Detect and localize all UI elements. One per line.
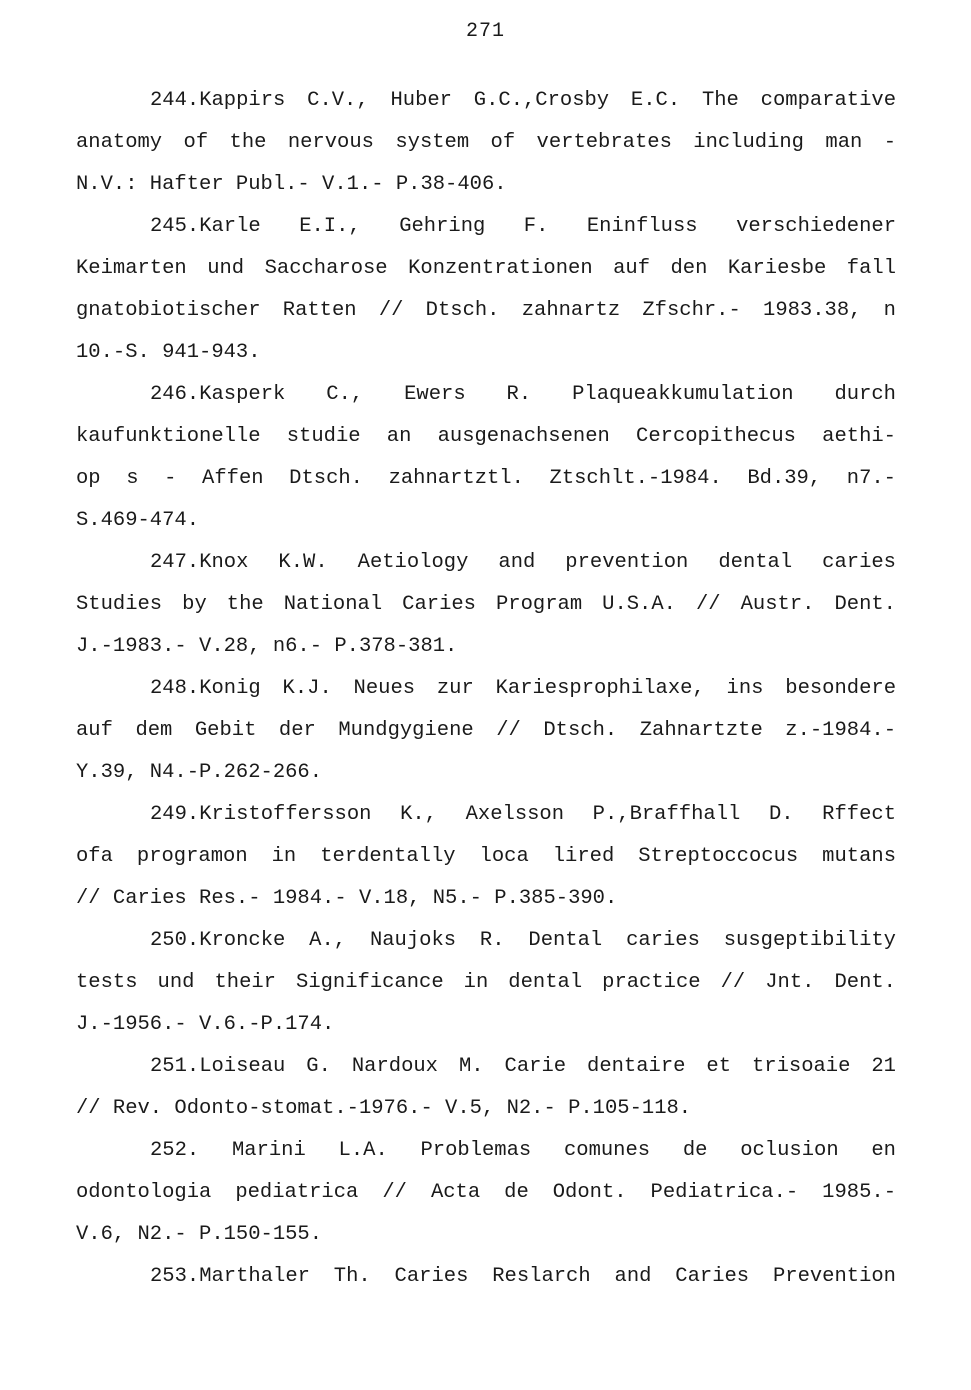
reference-entry [76, 542, 896, 668]
reference-line: 10.-S. 941-943. [76, 341, 261, 364]
reference-line: V.6, N2.- P.150-155. [76, 1223, 323, 1246]
reference-line: anatomy of the nervous system of vertebrates including man - [76, 131, 896, 154]
reference-line: J.-1983.- V.28, n6.- P.378-381. [76, 635, 458, 658]
page-number: 271 [465, 20, 505, 43]
reference-entry [76, 794, 896, 920]
reference-line: 252. Marini L.A. Problemas comunes de oclusion en [150, 1139, 896, 1162]
reference-line: gnatobiotischer Ratten // Dtsch. zahnartz Zfschr.- 1983.38, n [76, 299, 896, 322]
reference-line: 245.Karle E.I., Gehring F. Eninfluss verschiedener [150, 215, 896, 238]
reference-entry [76, 1256, 896, 1298]
reference-entry [76, 374, 896, 542]
reference-entry [76, 668, 896, 794]
reference-line: 253.Marthaler Th. Caries Reslarch and Caries Prevention [150, 1265, 896, 1288]
reference-line: auf dem Gebit der Mundgygiene // Dtsch. Zahnartzte z.-1984.- [76, 719, 896, 742]
reference-line: 251.Loiseau G. Nardoux M. Carie dentaire et trisoaie 21 [150, 1055, 896, 1078]
reference-line: 248.Konig K.J. Neues zur Kariesprophilaxe, ins besondere [150, 677, 896, 700]
reference-list [76, 80, 896, 1298]
reference-line: 244.Kappirs C.V., Huber G.C.,Crosby E.C. The comparative [150, 89, 896, 112]
reference-entry [76, 206, 896, 374]
reference-line: J.-1956.- V.6.-P.174. [76, 1013, 335, 1036]
reference-line: 246.Kasperk C., Ewers R. Plaqueakkumulation durch [150, 383, 896, 406]
reference-line: // Rev. Odonto-stomat.-1976.- V.5, N2.- P.105-118. [76, 1097, 692, 1120]
reference-line: Y.39, N4.-P.262-266. [76, 761, 323, 784]
reference-line: 249.Kristoffersson K., Axelsson P.,Braffhall D. Rffect [150, 803, 896, 826]
reference-line: 250.Kroncke A., Naujoks R. Dental caries susgeptibility [150, 929, 896, 952]
reference-line: ofa programon in terdentally loca lired Streptoccocus mutans [76, 845, 896, 868]
reference-entry [76, 920, 896, 1046]
reference-line: S.469-474. [76, 509, 200, 532]
reference-line: op s - Affen Dtsch. zahnartztl. Ztschlt.-1984. Bd.39, n7.- [76, 467, 896, 490]
reference-entry [76, 1130, 896, 1256]
reference-line: Studies by the National Caries Program U.S.A. // Austr. Dent. [76, 593, 896, 616]
reference-line: tests und their Significance in dental practice // Jnt. Dent. [76, 971, 896, 994]
reference-line: kaufunktionelle studie an ausgenachsenen Cercopithecus aethi- [76, 425, 896, 448]
reference-line: N.V.: Hafter Publ.- V.1.- P.38-406. [76, 173, 507, 196]
reference-entry [76, 80, 896, 206]
reference-line: 247.Knox K.W. Aetiology and prevention dental caries [150, 551, 896, 574]
reference-line: Keimarten und Saccharose Konzentrationen auf den Kariesbe fall [76, 257, 896, 280]
reference-entry [76, 1046, 896, 1130]
reference-line: odontologia pediatrica // Acta de Odont. Pediatrica.- 1985.- [76, 1181, 896, 1204]
reference-line: // Caries Res.- 1984.- V.18, N5.- P.385-390. [76, 887, 618, 910]
